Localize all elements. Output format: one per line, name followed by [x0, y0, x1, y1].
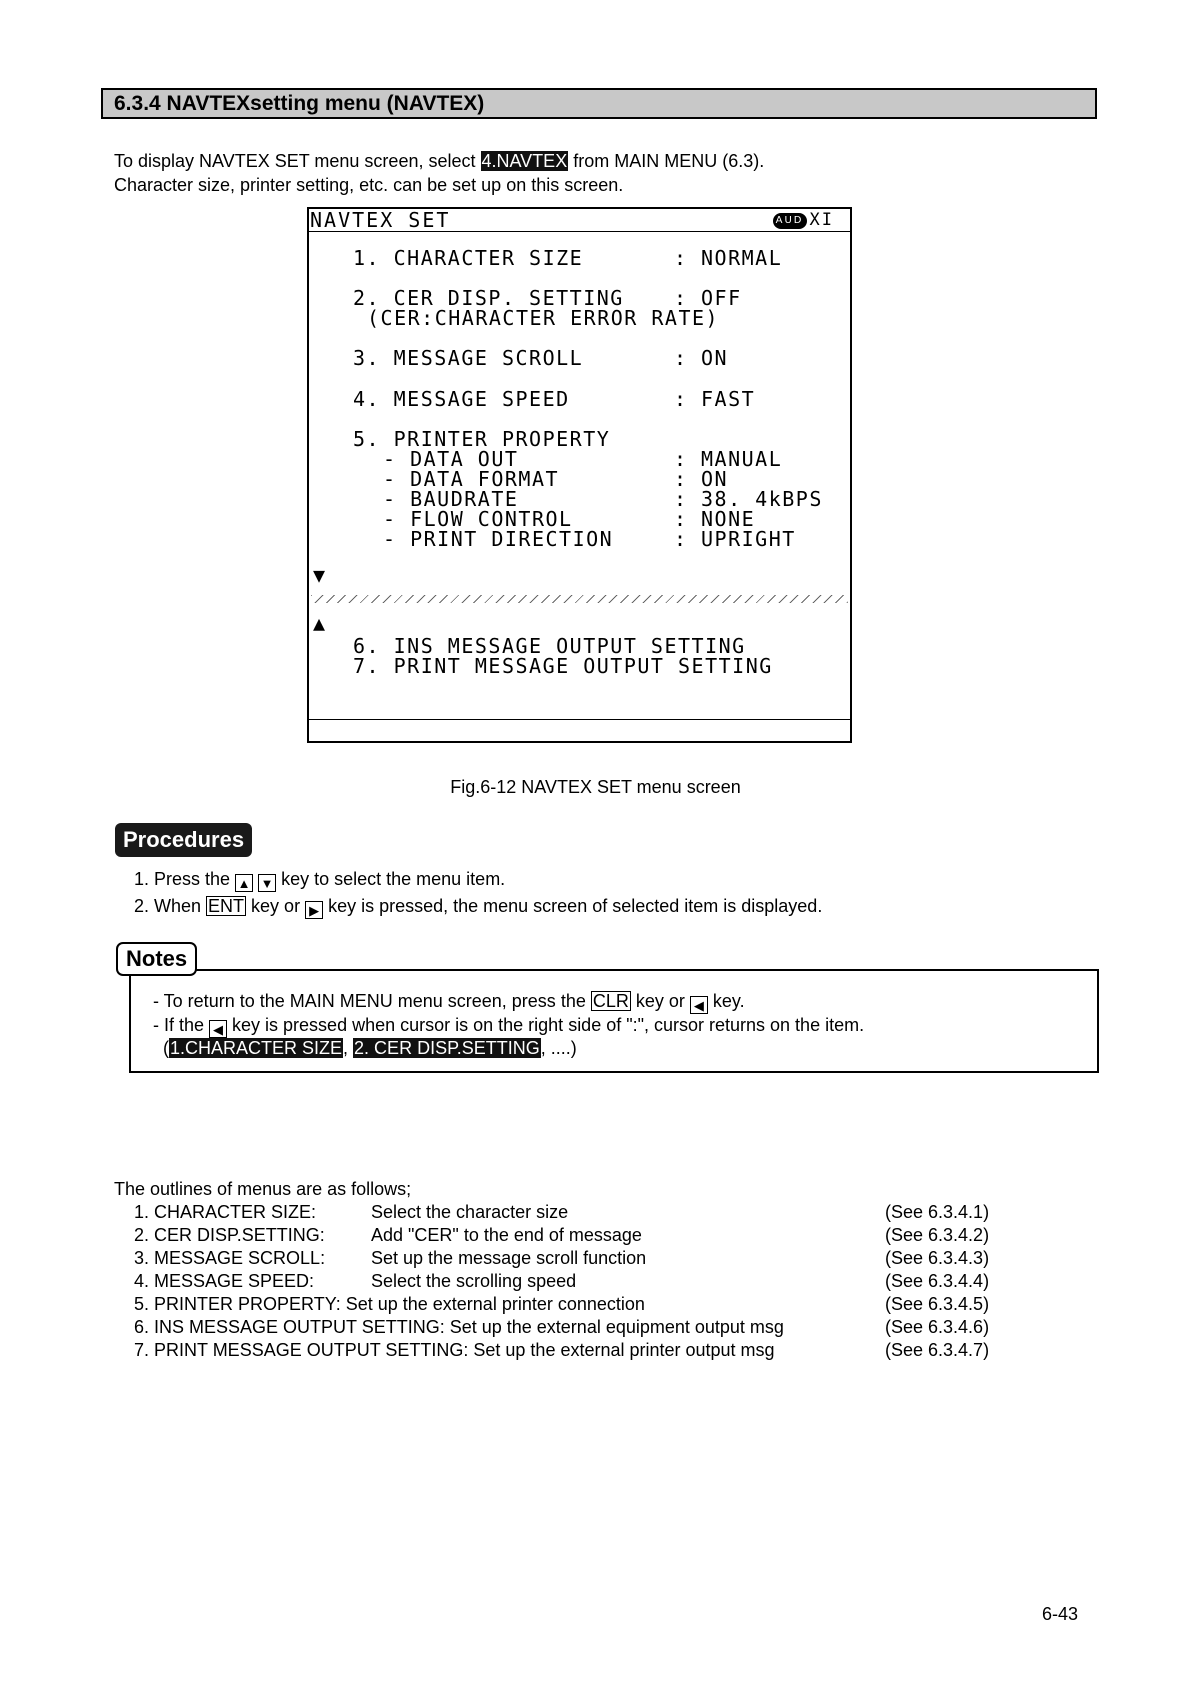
menu-item-cer-disp-setting[interactable]: 2. CER DISP. SETTING [353, 286, 624, 310]
note-3 [163, 1037, 577, 1059]
scroll-up-icon: ▲ [313, 611, 326, 635]
value-message-scroll[interactable]: ON [701, 346, 729, 370]
down-key-icon: ▼ [258, 874, 276, 892]
intro-text-end: from MAIN MENU (6.3). [568, 151, 765, 171]
step1-text: 1. Press the [134, 869, 236, 889]
procedure-step-1 [134, 868, 505, 892]
value-baudrate[interactable]: 38. 4kBPS [701, 487, 823, 511]
screen-title-bar [309, 209, 850, 232]
menu-item-character-size[interactable]: 1. CHARACTER SIZE [353, 246, 584, 270]
scroll-down-icon: ▼ [313, 563, 326, 587]
step2-text-end: key is pressed, the menu screen of selected item is displayed. [323, 896, 823, 916]
outline-row-name: 6. INS MESSAGE OUTPUT SETTING: Set up the external equipment output msg [134, 1317, 784, 1337]
outline-row-desc: Set up the message scroll function [371, 1248, 647, 1268]
colon: : [674, 447, 688, 471]
outline-row-ref: (See 6.3.4.3) [885, 1248, 990, 1268]
menu-item-message-scroll[interactable]: 3. MESSAGE SCROLL [353, 346, 584, 370]
printer-data-format[interactable]: - DATA FORMAT [383, 467, 560, 491]
value-print-direction[interactable]: UPRIGHT [701, 527, 796, 551]
value-cer-disp-setting[interactable]: OFF [701, 286, 742, 310]
outline-row-ref: (See 6.3.4.5) [885, 1294, 990, 1314]
step2-text-mid: key or [246, 896, 306, 916]
colon: : [674, 346, 688, 370]
left-key-icon: ◀ [690, 996, 708, 1014]
section-title: 6.3.4 NAVTEXsetting menu (NAVTEX) [101, 88, 1097, 119]
intro-line-1 [114, 150, 764, 172]
audio-icon: AUD [773, 213, 807, 229]
cer-note: (CER:CHARACTER ERROR RATE) [367, 306, 720, 330]
figure-caption: Fig.6-12 NAVTEX SET menu screen [450, 777, 741, 797]
clr-key: CLR [592, 991, 629, 1011]
note3-close: , ....) [540, 1038, 577, 1058]
notes-badge: Notes [116, 942, 197, 976]
procedures-badge: Procedures [115, 823, 252, 857]
note1-text-end: key. [707, 991, 745, 1011]
menu-item-printer-property[interactable]: 5. PRINTER PROPERTY [353, 427, 611, 451]
outline-row-name: 3. MESSAGE SCROLL: [134, 1248, 326, 1268]
printer-print-direction[interactable]: - PRINT DIRECTION [383, 527, 614, 551]
intro-text: To display NAVTEX SET menu screen, select [114, 151, 481, 171]
printer-data-out[interactable]: - DATA OUT [383, 447, 519, 471]
colon: : [674, 527, 688, 551]
outline-row-desc: Select the scrolling speed [371, 1271, 577, 1291]
outline-row-name: 2. CER DISP.SETTING: [134, 1225, 325, 1245]
screen-status [773, 210, 834, 230]
colon: : [674, 286, 688, 310]
outline-row-name: 4. MESSAGE SPEED: [134, 1271, 315, 1291]
outline-row-name: 1. CHARACTER SIZE: [134, 1202, 317, 1222]
note3-sep: , [343, 1038, 354, 1058]
note1-text: - To return to the MAIN MENU menu screen, press the [153, 991, 591, 1011]
printer-flow-control[interactable]: - FLOW CONTROL [383, 507, 573, 531]
intro-line-2: Character size, printer setting, etc. can be set up on this screen. [114, 175, 624, 195]
value-data-format[interactable]: ON [701, 467, 729, 491]
outline-row-ref: (See 6.3.4.6) [885, 1317, 990, 1337]
right-key-icon: ▶ [305, 901, 323, 919]
outline-row-desc: Select the character size [371, 1202, 569, 1222]
page-divider [311, 595, 848, 603]
cer-disp-setting-highlight: 2. CER DISP.SETTING [354, 1038, 540, 1058]
note1-text-mid: key or [630, 991, 690, 1011]
note2-text: - If the [153, 1015, 210, 1035]
outline-row-ref: (See 6.3.4.2) [885, 1225, 990, 1245]
colon: : [674, 246, 688, 270]
screen-footer [309, 719, 850, 720]
outlines-intro: The outlines of menus are as follows; [114, 1179, 412, 1199]
colon: : [674, 467, 688, 491]
screen-title: NAVTEX SET [310, 208, 451, 232]
outline-row-desc: Add "CER" to the end of message [371, 1225, 642, 1245]
colon: : [674, 507, 688, 531]
value-message-speed[interactable]: FAST [701, 387, 756, 411]
note-2 [153, 1014, 864, 1038]
value-data-out[interactable]: MANUAL [701, 447, 783, 471]
menu-item-ins-message-output[interactable]: 6. INS MESSAGE OUTPUT SETTING [353, 634, 746, 658]
note3-open: ( [163, 1038, 169, 1058]
character-size-highlight: 1.CHARACTER SIZE [170, 1038, 343, 1058]
outline-row-name: 7. PRINT MESSAGE OUTPUT SETTING: Set up the external printer output msg [134, 1340, 775, 1360]
navtex-set-screen [307, 207, 852, 743]
colon: : [674, 487, 688, 511]
outline-row-ref: (See 6.3.4.4) [885, 1271, 990, 1291]
value-flow-control[interactable]: NONE [701, 507, 756, 531]
ent-key: ENT [208, 896, 245, 916]
note2-text-end: key is pressed when cursor is on the right side of ":", cursor returns on the item. [227, 1015, 865, 1035]
up-key-icon: ▲ [235, 874, 253, 892]
note-1 [153, 990, 745, 1014]
outline-row-ref: (See 6.3.4.7) [885, 1340, 990, 1360]
outline-row-ref: (See 6.3.4.1) [885, 1202, 990, 1222]
procedure-step-2 [134, 895, 822, 919]
status-text: XI [809, 210, 834, 230]
menu-item-message-speed[interactable]: 4. MESSAGE SPEED [353, 387, 570, 411]
step1-text-end: key to select the menu item. [276, 869, 506, 889]
page-number: 6-43 [1042, 1604, 1079, 1624]
value-character-size[interactable]: NORMAL [701, 246, 783, 270]
navtex-menu-highlight: 4.NAVTEX [481, 151, 568, 171]
left-key-icon: ◀ [209, 1020, 227, 1038]
outline-row-name: 5. PRINTER PROPERTY: Set up the external printer connection [134, 1294, 645, 1314]
colon: : [674, 387, 688, 411]
menu-item-print-message-output[interactable]: 7. PRINT MESSAGE OUTPUT SETTING [353, 654, 773, 678]
step2-text: 2. When [134, 896, 207, 916]
printer-baudrate[interactable]: - BAUDRATE [383, 487, 519, 511]
